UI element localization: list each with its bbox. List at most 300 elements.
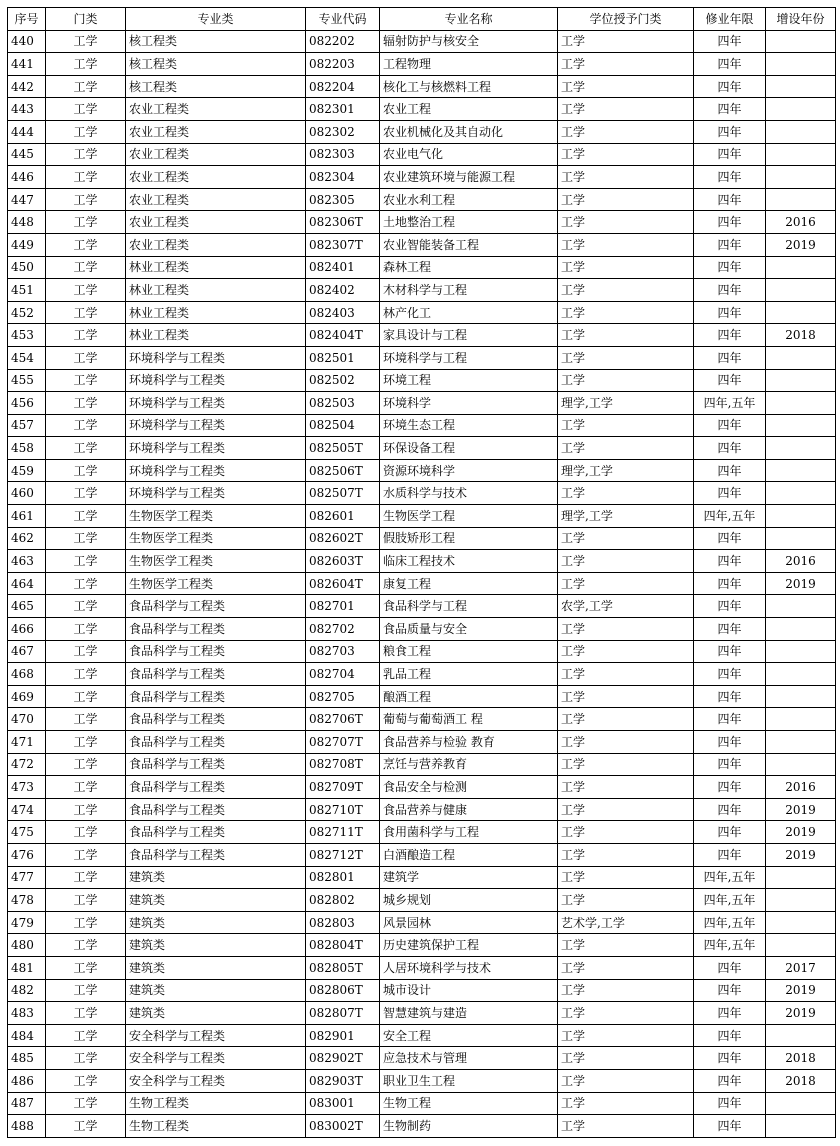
cell-major-code: 082402 — [306, 279, 380, 302]
cell-major-code: 082305 — [306, 188, 380, 211]
cell-degree-category: 工学 — [558, 663, 694, 686]
cell-category: 工学 — [46, 459, 126, 482]
header-degree-category: 学位授予门类 — [558, 8, 694, 31]
cell-serial: 468 — [8, 663, 46, 686]
cell-serial: 445 — [8, 143, 46, 166]
table-row — [8, 843, 836, 866]
cell-major-code: 082711T — [306, 821, 380, 844]
table-row — [8, 482, 836, 505]
table-row — [8, 685, 836, 708]
cell-major-name: 烹饪与营养教育 — [380, 753, 558, 776]
cell-major-class: 林业工程类 — [126, 256, 306, 279]
table-row — [8, 1069, 836, 1092]
cell-degree-category: 工学 — [558, 572, 694, 595]
cell-year-added — [766, 166, 836, 189]
cell-year-added — [766, 1115, 836, 1138]
table-row — [8, 211, 836, 234]
cell-category: 工学 — [46, 731, 126, 754]
cell-category: 工学 — [46, 233, 126, 256]
cell-duration: 四年 — [694, 369, 766, 392]
header-major-code: 专业代码 — [306, 8, 380, 31]
cell-serial: 486 — [8, 1069, 46, 1092]
cell-duration: 四年 — [694, 233, 766, 256]
cell-duration: 四年,五年 — [694, 934, 766, 957]
cell-major-class: 环境科学与工程类 — [126, 459, 306, 482]
cell-major-class: 食品科学与工程类 — [126, 618, 306, 641]
cell-category: 工学 — [46, 30, 126, 53]
cell-year-added — [766, 595, 836, 618]
cell-year-added — [766, 279, 836, 302]
cell-category: 工学 — [46, 166, 126, 189]
cell-duration: 四年 — [694, 776, 766, 799]
cell-major-code: 082506T — [306, 459, 380, 482]
cell-year-added — [766, 301, 836, 324]
cell-major-class: 建筑类 — [126, 1002, 306, 1025]
cell-year-added — [766, 53, 836, 76]
cell-major-class: 建筑类 — [126, 889, 306, 912]
cell-degree-category: 理学,工学 — [558, 505, 694, 528]
cell-major-name: 环境科学与工程 — [380, 346, 558, 369]
cell-serial: 448 — [8, 211, 46, 234]
cell-year-added — [766, 369, 836, 392]
cell-year-added: 2019 — [766, 1002, 836, 1025]
cell-major-name: 临床工程技术 — [380, 550, 558, 573]
cell-degree-category: 工学 — [558, 414, 694, 437]
cell-degree-category: 工学 — [558, 166, 694, 189]
cell-major-name: 城市设计 — [380, 979, 558, 1002]
cell-category: 工学 — [46, 482, 126, 505]
cell-duration: 四年 — [694, 279, 766, 302]
cell-major-class: 食品科学与工程类 — [126, 843, 306, 866]
cell-degree-category: 工学 — [558, 482, 694, 505]
table-row — [8, 166, 836, 189]
cell-major-name: 生物医学工程 — [380, 505, 558, 528]
cell-degree-category: 工学 — [558, 640, 694, 663]
cell-category: 工学 — [46, 527, 126, 550]
cell-year-added — [766, 188, 836, 211]
cell-category: 工学 — [46, 798, 126, 821]
cell-category: 工学 — [46, 1092, 126, 1115]
cell-duration: 四年 — [694, 979, 766, 1002]
table-row — [8, 798, 836, 821]
cell-year-added — [766, 640, 836, 663]
cell-year-added — [766, 482, 836, 505]
cell-duration: 四年 — [694, 166, 766, 189]
cell-major-code: 082709T — [306, 776, 380, 799]
cell-major-name: 农业水利工程 — [380, 188, 558, 211]
cell-duration: 四年 — [694, 731, 766, 754]
cell-serial: 467 — [8, 640, 46, 663]
cell-major-name: 酿酒工程 — [380, 685, 558, 708]
cell-degree-category: 理学,工学 — [558, 392, 694, 415]
table-row — [8, 233, 836, 256]
cell-major-code: 082708T — [306, 753, 380, 776]
cell-duration: 四年 — [694, 482, 766, 505]
cell-major-name: 食品科学与工程 — [380, 595, 558, 618]
cell-major-class: 建筑类 — [126, 956, 306, 979]
cell-year-added — [766, 98, 836, 121]
table-row — [8, 143, 836, 166]
cell-major-code: 082403 — [306, 301, 380, 324]
cell-serial: 475 — [8, 821, 46, 844]
cell-category: 工学 — [46, 75, 126, 98]
cell-duration: 四年,五年 — [694, 889, 766, 912]
cell-major-class: 安全科学与工程类 — [126, 1069, 306, 1092]
table-row — [8, 821, 836, 844]
cell-year-added — [766, 392, 836, 415]
cell-duration: 四年 — [694, 414, 766, 437]
table-row — [8, 188, 836, 211]
cell-degree-category: 工学 — [558, 753, 694, 776]
cell-year-added — [766, 911, 836, 934]
cell-major-class: 生物医学工程类 — [126, 572, 306, 595]
cell-major-name: 应急技术与管理 — [380, 1047, 558, 1070]
table-row — [8, 889, 836, 912]
cell-major-name: 食用菌科学与工程 — [380, 821, 558, 844]
cell-major-code: 082710T — [306, 798, 380, 821]
cell-category: 工学 — [46, 1115, 126, 1138]
cell-year-added: 2018 — [766, 1047, 836, 1070]
cell-year-added — [766, 753, 836, 776]
document-page — [7, 7, 836, 1138]
cell-year-added — [766, 866, 836, 889]
cell-serial: 459 — [8, 459, 46, 482]
table-row — [8, 120, 836, 143]
cell-duration: 四年 — [694, 120, 766, 143]
major-catalog-table — [7, 7, 836, 1138]
cell-major-class: 食品科学与工程类 — [126, 776, 306, 799]
cell-year-added: 2019 — [766, 233, 836, 256]
cell-major-code: 082302 — [306, 120, 380, 143]
cell-duration: 四年 — [694, 527, 766, 550]
cell-major-code: 082702 — [306, 618, 380, 641]
cell-major-name: 木材科学与工程 — [380, 279, 558, 302]
cell-major-code: 082704 — [306, 663, 380, 686]
cell-category: 工学 — [46, 753, 126, 776]
cell-degree-category: 工学 — [558, 685, 694, 708]
cell-year-added — [766, 934, 836, 957]
cell-major-name: 农业电气化 — [380, 143, 558, 166]
cell-major-name: 智慧建筑与建造 — [380, 1002, 558, 1025]
cell-duration: 四年 — [694, 75, 766, 98]
cell-major-name: 农业工程 — [380, 98, 558, 121]
cell-category: 工学 — [46, 98, 126, 121]
cell-category: 工学 — [46, 324, 126, 347]
cell-category: 工学 — [46, 843, 126, 866]
cell-degree-category: 工学 — [558, 53, 694, 76]
cell-major-class: 农业工程类 — [126, 233, 306, 256]
cell-category: 工学 — [46, 776, 126, 799]
cell-serial: 477 — [8, 866, 46, 889]
table-row — [8, 392, 836, 415]
cell-duration: 四年,五年 — [694, 911, 766, 934]
cell-serial: 453 — [8, 324, 46, 347]
cell-category: 工学 — [46, 505, 126, 528]
cell-duration: 四年 — [694, 685, 766, 708]
cell-major-class: 农业工程类 — [126, 120, 306, 143]
cell-major-code: 082703 — [306, 640, 380, 663]
cell-major-class: 食品科学与工程类 — [126, 821, 306, 844]
header-serial: 序号 — [8, 8, 46, 31]
cell-major-class: 食品科学与工程类 — [126, 640, 306, 663]
cell-major-class: 食品科学与工程类 — [126, 663, 306, 686]
cell-serial: 474 — [8, 798, 46, 821]
cell-degree-category: 艺术学,工学 — [558, 911, 694, 934]
cell-major-name: 食品营养与检验 教育 — [380, 731, 558, 754]
cell-category: 工学 — [46, 708, 126, 731]
cell-major-name: 环境生态工程 — [380, 414, 558, 437]
cell-serial: 455 — [8, 369, 46, 392]
cell-major-name: 职业卫生工程 — [380, 1069, 558, 1092]
cell-serial: 446 — [8, 166, 46, 189]
cell-serial: 478 — [8, 889, 46, 912]
cell-major-code: 082803 — [306, 911, 380, 934]
cell-major-class: 生物医学工程类 — [126, 550, 306, 573]
cell-category: 工学 — [46, 911, 126, 934]
cell-serial: 464 — [8, 572, 46, 595]
cell-major-class: 食品科学与工程类 — [126, 753, 306, 776]
cell-major-class: 农业工程类 — [126, 143, 306, 166]
cell-duration: 四年,五年 — [694, 505, 766, 528]
cell-duration: 四年 — [694, 956, 766, 979]
cell-major-code: 082202 — [306, 30, 380, 53]
header-row — [8, 8, 836, 31]
cell-degree-category: 工学 — [558, 776, 694, 799]
cell-degree-category: 工学 — [558, 979, 694, 1002]
cell-major-class: 环境科学与工程类 — [126, 414, 306, 437]
cell-major-class: 环境科学与工程类 — [126, 346, 306, 369]
cell-category: 工学 — [46, 414, 126, 437]
cell-degree-category: 工学 — [558, 956, 694, 979]
cell-major-class: 食品科学与工程类 — [126, 798, 306, 821]
cell-degree-category: 工学 — [558, 98, 694, 121]
cell-year-added — [766, 30, 836, 53]
cell-degree-category: 工学 — [558, 708, 694, 731]
table-row — [8, 731, 836, 754]
cell-year-added: 2017 — [766, 956, 836, 979]
table-row — [8, 30, 836, 53]
cell-major-code: 082706T — [306, 708, 380, 731]
cell-degree-category: 农学,工学 — [558, 595, 694, 618]
cell-degree-category: 工学 — [558, 1002, 694, 1025]
cell-duration: 四年 — [694, 1047, 766, 1070]
header-year-added: 增设年份 — [766, 8, 836, 31]
cell-category: 工学 — [46, 1024, 126, 1047]
cell-major-code: 082705 — [306, 685, 380, 708]
cell-duration: 四年 — [694, 1002, 766, 1025]
cell-major-code: 082307T — [306, 233, 380, 256]
cell-category: 工学 — [46, 1002, 126, 1025]
cell-duration: 四年 — [694, 640, 766, 663]
cell-degree-category: 工学 — [558, 1092, 694, 1115]
cell-serial: 451 — [8, 279, 46, 302]
table-row — [8, 1115, 836, 1138]
cell-category: 工学 — [46, 663, 126, 686]
cell-major-name: 环境工程 — [380, 369, 558, 392]
cell-degree-category: 工学 — [558, 211, 694, 234]
cell-duration: 四年 — [694, 708, 766, 731]
cell-major-name: 农业智能装备工程 — [380, 233, 558, 256]
cell-category: 工学 — [46, 934, 126, 957]
cell-year-added — [766, 256, 836, 279]
cell-year-added — [766, 1092, 836, 1115]
cell-degree-category: 工学 — [558, 346, 694, 369]
cell-major-code: 082503 — [306, 392, 380, 415]
table-row — [8, 550, 836, 573]
cell-major-class: 生物工程类 — [126, 1115, 306, 1138]
cell-major-class: 林业工程类 — [126, 324, 306, 347]
header-major-class: 专业类 — [126, 8, 306, 31]
cell-major-name: 农业建筑环境与能源工程 — [380, 166, 558, 189]
cell-major-class: 农业工程类 — [126, 188, 306, 211]
table-row — [8, 911, 836, 934]
cell-duration: 四年 — [694, 550, 766, 573]
cell-year-added — [766, 143, 836, 166]
table-row — [8, 866, 836, 889]
cell-year-added — [766, 437, 836, 460]
cell-major-name: 城乡规划 — [380, 889, 558, 912]
cell-duration: 四年 — [694, 188, 766, 211]
cell-year-added — [766, 120, 836, 143]
cell-major-code: 082501 — [306, 346, 380, 369]
cell-degree-category: 工学 — [558, 256, 694, 279]
cell-major-code: 082804T — [306, 934, 380, 957]
cell-category: 工学 — [46, 1069, 126, 1092]
cell-major-code: 082601 — [306, 505, 380, 528]
cell-major-class: 食品科学与工程类 — [126, 731, 306, 754]
cell-year-added: 2018 — [766, 324, 836, 347]
cell-category: 工学 — [46, 821, 126, 844]
cell-degree-category: 工学 — [558, 821, 694, 844]
table-row — [8, 956, 836, 979]
cell-category: 工学 — [46, 550, 126, 573]
table-row — [8, 346, 836, 369]
table-row — [8, 618, 836, 641]
cell-serial: 469 — [8, 685, 46, 708]
cell-year-added — [766, 459, 836, 482]
cell-major-class: 食品科学与工程类 — [126, 685, 306, 708]
cell-year-added — [766, 75, 836, 98]
cell-duration: 四年 — [694, 843, 766, 866]
cell-major-name: 辐射防护与核安全 — [380, 30, 558, 53]
cell-major-name: 农业机械化及其自动化 — [380, 120, 558, 143]
cell-duration: 四年 — [694, 1092, 766, 1115]
cell-degree-category: 工学 — [558, 279, 694, 302]
cell-degree-category: 工学 — [558, 527, 694, 550]
cell-major-class: 林业工程类 — [126, 301, 306, 324]
cell-major-code: 083002T — [306, 1115, 380, 1138]
table-row — [8, 753, 836, 776]
cell-major-class: 建筑类 — [126, 934, 306, 957]
cell-serial: 482 — [8, 979, 46, 1002]
cell-degree-category: 工学 — [558, 369, 694, 392]
cell-degree-category: 工学 — [558, 75, 694, 98]
cell-duration: 四年 — [694, 98, 766, 121]
cell-category: 工学 — [46, 120, 126, 143]
cell-category: 工学 — [46, 369, 126, 392]
cell-major-code: 082602T — [306, 527, 380, 550]
cell-serial: 444 — [8, 120, 46, 143]
cell-category: 工学 — [46, 889, 126, 912]
cell-major-name: 乳品工程 — [380, 663, 558, 686]
cell-category: 工学 — [46, 256, 126, 279]
table-row — [8, 459, 836, 482]
cell-major-name: 粮食工程 — [380, 640, 558, 663]
cell-major-name: 林产化工 — [380, 301, 558, 324]
cell-degree-category: 工学 — [558, 1047, 694, 1070]
cell-category: 工学 — [46, 1047, 126, 1070]
cell-year-added: 2016 — [766, 550, 836, 573]
cell-major-code: 082204 — [306, 75, 380, 98]
table-header — [8, 8, 836, 31]
table-row — [8, 98, 836, 121]
header-category: 门类 — [46, 8, 126, 31]
cell-major-name: 食品质量与安全 — [380, 618, 558, 641]
cell-major-class: 农业工程类 — [126, 98, 306, 121]
cell-major-name: 食品安全与检测 — [380, 776, 558, 799]
cell-major-name: 白酒酿造工程 — [380, 843, 558, 866]
cell-duration: 四年 — [694, 301, 766, 324]
cell-year-added — [766, 618, 836, 641]
table-row — [8, 256, 836, 279]
cell-duration: 四年,五年 — [694, 392, 766, 415]
cell-serial: 442 — [8, 75, 46, 98]
cell-serial: 456 — [8, 392, 46, 415]
cell-duration: 四年 — [694, 143, 766, 166]
table-row — [8, 324, 836, 347]
cell-year-added: 2019 — [766, 821, 836, 844]
cell-duration: 四年 — [694, 53, 766, 76]
cell-major-name: 历史建筑保护工程 — [380, 934, 558, 957]
cell-serial: 473 — [8, 776, 46, 799]
cell-duration: 四年 — [694, 30, 766, 53]
cell-duration: 四年 — [694, 1024, 766, 1047]
cell-major-code: 082903T — [306, 1069, 380, 1092]
cell-duration: 四年 — [694, 572, 766, 595]
cell-major-name: 食品营养与健康 — [380, 798, 558, 821]
cell-major-class: 农业工程类 — [126, 211, 306, 234]
cell-year-added — [766, 685, 836, 708]
cell-major-name: 康复工程 — [380, 572, 558, 595]
cell-duration: 四年 — [694, 211, 766, 234]
cell-major-name: 建筑学 — [380, 866, 558, 889]
cell-major-class: 核工程类 — [126, 75, 306, 98]
cell-degree-category: 工学 — [558, 324, 694, 347]
cell-duration: 四年 — [694, 437, 766, 460]
cell-major-code: 082806T — [306, 979, 380, 1002]
table-row — [8, 53, 836, 76]
cell-year-added: 2019 — [766, 572, 836, 595]
cell-major-class: 核工程类 — [126, 53, 306, 76]
cell-major-class: 林业工程类 — [126, 279, 306, 302]
cell-degree-category: 工学 — [558, 934, 694, 957]
cell-major-class: 生物医学工程类 — [126, 527, 306, 550]
cell-degree-category: 工学 — [558, 233, 694, 256]
cell-major-class: 食品科学与工程类 — [126, 595, 306, 618]
cell-duration: 四年 — [694, 256, 766, 279]
cell-major-code: 082304 — [306, 166, 380, 189]
cell-duration: 四年,五年 — [694, 866, 766, 889]
cell-degree-category: 工学 — [558, 731, 694, 754]
cell-major-code: 082504 — [306, 414, 380, 437]
cell-major-name: 资源环境科学 — [380, 459, 558, 482]
cell-degree-category: 工学 — [558, 30, 694, 53]
cell-major-code: 082902T — [306, 1047, 380, 1070]
cell-year-added: 2016 — [766, 776, 836, 799]
cell-serial: 476 — [8, 843, 46, 866]
cell-category: 工学 — [46, 572, 126, 595]
cell-degree-category: 工学 — [558, 866, 694, 889]
